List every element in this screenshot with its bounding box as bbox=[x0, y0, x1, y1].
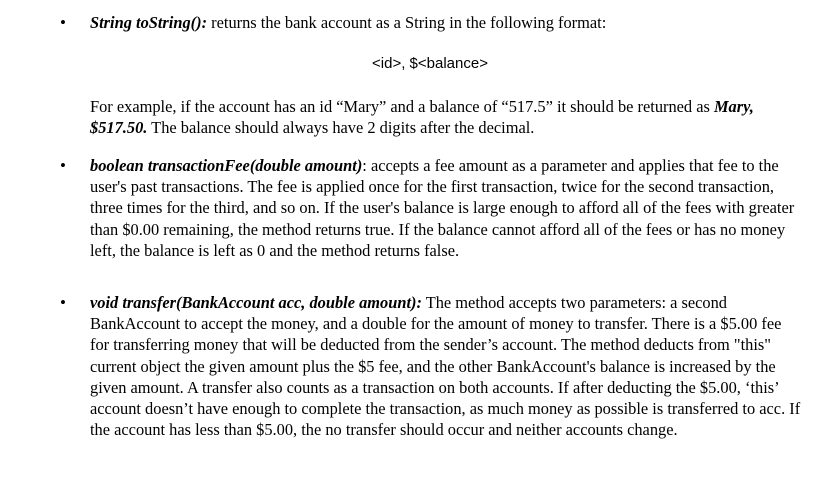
bullet-icon: • bbox=[60, 13, 66, 32]
transfer-description-text: The method accepts two parameters: a second BankAccount to accept the money, and a double for the amount of money to transfer. There is a $5.00 fee for transferring money that will be deducted from the sender’s account. The method deducts from "this" current object the given amount plus the $5 fee, and the other BankAccount's balance is increased by the given amount. A transfer also counts as a transaction on both accounts. If after deducting the $5.00, ‘this’ account doesn’t have enough to complete the transaction, as much money as possible is transferred to acc. If the account has less than $5.00, the no transfer should occur and neither accounts change. bbox=[90, 293, 801, 440]
tostring-example-intro: For example, if the account has an id “Mary” and a balance of “517.5” it should be returned as bbox=[90, 97, 714, 116]
tostring-signature: String toString(): bbox=[90, 13, 208, 32]
list-item-transaction-fee bbox=[60, 155, 800, 285]
list-item-transfer bbox=[60, 292, 800, 472]
bullet-icon: • bbox=[60, 293, 66, 312]
tostring-example bbox=[90, 96, 802, 138]
transaction-fee-signature: boolean transactionFee(double amount) bbox=[90, 156, 363, 175]
transaction-fee-description bbox=[90, 155, 802, 261]
tostring-example-outro: The balance should always have 2 digits after the decimal. bbox=[147, 118, 535, 138]
tostring-description-text: returns the bank account as a String in the following format: bbox=[207, 13, 607, 32]
tostring-description bbox=[90, 12, 802, 33]
bullet-icon: • bbox=[60, 156, 66, 175]
transaction-fee-description-text: : accepts a fee amount as a parameter and applies that fee to the user's past transactions. The fee is applied once for the first transaction, twice for the second transaction, three times for the third, and so on. If the user's balance is large enough to afford all of the fees with greater than $0.00 remaining, the method returns true. If the balance cannot afford all of the fees or has no money left, the balance is left as 0 and the method returns false. bbox=[90, 156, 795, 260]
transfer-signature: void transfer(BankAccount acc, double amount): bbox=[90, 293, 422, 312]
tostring-format: <id>, $<balance> bbox=[372, 55, 488, 72]
list-item-tostring bbox=[60, 12, 800, 142]
tostring-example-value: Mary, $517.50. bbox=[90, 97, 754, 138]
transfer-description bbox=[90, 292, 802, 440]
